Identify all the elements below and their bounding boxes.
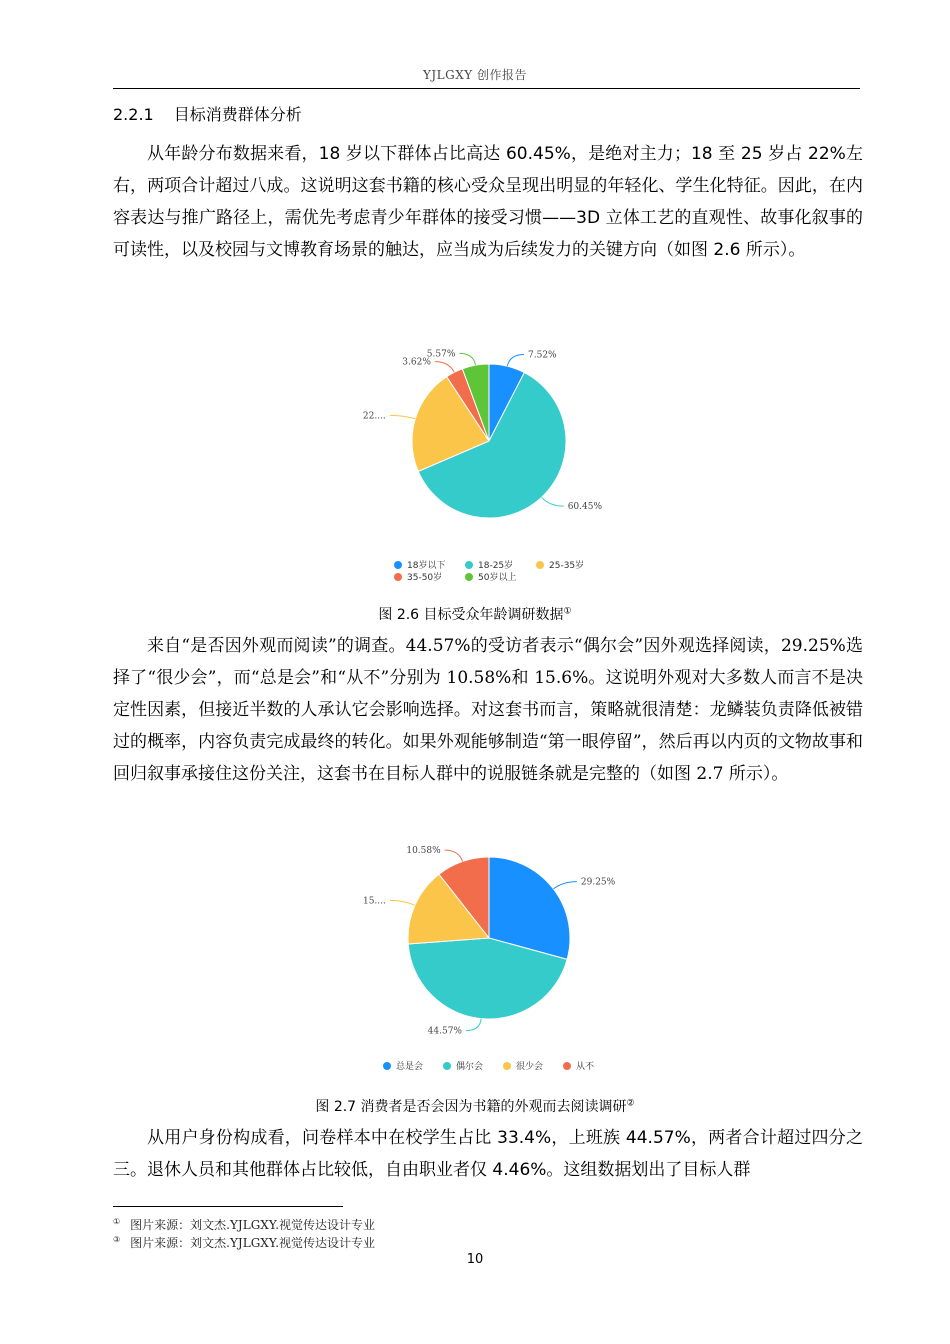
footnote-1 xyxy=(113,1216,375,1233)
appearance-pie-leader-2 xyxy=(390,900,415,905)
age-pie-legend-marker-1 xyxy=(465,561,473,569)
paragraph-identity-analysis: 从用户身份构成看，问卷样本中在校学生占比 33.4%，上班族 44.57%，两者合计超过四分之三。退休人员和其他群体占比较低，自由职业者仅 4.46%。这组数据划出了目标人群 xyxy=(113,1128,863,1180)
age-pie-leader-2 xyxy=(390,415,415,419)
age-pie-leader-0 xyxy=(507,355,524,367)
page-number: 10 xyxy=(466,1252,484,1267)
section-number: 2.2.1 xyxy=(113,105,154,124)
appearance-pie-legend-marker-0 xyxy=(383,1062,391,1070)
appearance-pie-legend-marker-1 xyxy=(443,1062,451,1070)
paragraph-age-analysis: 从年龄分布数据来看，18 岁以下群体占比高达 60.45%，是绝对主力；18 至 25 岁占 22%左右，两项合计超过八成。这说明这套书籍的核心受众呈现出明显的年轻化、学生化特征。因此，在内容表达与推广路径上，需优先考虑青少年群体的接受习惯——3D 立体工艺的直观性、故事化叙事的可读性，以及校园与文博教育场景的触达，应当成为后续发力的关键方向（如图 2.6 所示）。 xyxy=(113,144,863,260)
footnote-2-mark: ③ xyxy=(113,1235,121,1244)
footnote-2-text: 图片来源：刘文杰.YJLGXY.视觉传达设计专业 xyxy=(130,1236,376,1250)
age-pie-leader-3 xyxy=(435,362,454,373)
footnote-ref-1: ① xyxy=(563,606,572,617)
appearance-pie-legend-marker-2 xyxy=(503,1062,511,1070)
appearance-pie-label-2: 15.... xyxy=(362,896,386,907)
appearance-pie-label-1: 44.57% xyxy=(427,1026,462,1037)
appearance-pie-label-0: 29.25% xyxy=(580,877,616,888)
appearance-pie-legend-label-0: 总是会 xyxy=(396,1062,424,1072)
age-pie-label-0: 7.52% xyxy=(528,350,557,361)
appearance-pie-svg xyxy=(0,828,950,1083)
age-pie-chart xyxy=(0,330,950,590)
footnote-rule xyxy=(113,1206,343,1207)
age-pie-legend-marker-4 xyxy=(465,573,473,581)
age-pie-label-4: 5.57% xyxy=(426,349,456,360)
appearance-pie-leader-3 xyxy=(445,850,463,861)
age-pie-leader-4 xyxy=(459,353,475,365)
age-pie-leader-1 xyxy=(542,497,564,506)
age-pie-label-2: 22.... xyxy=(362,411,386,422)
header-rule xyxy=(113,88,860,89)
age-pie-legend-label-0: 18岁以下 xyxy=(407,561,446,571)
appearance-pie-leader-0 xyxy=(553,882,577,889)
age-pie-legend-marker-3 xyxy=(394,573,402,581)
age-pie-svg xyxy=(0,330,950,590)
footnote-ref-2: ② xyxy=(626,1098,635,1109)
section-heading xyxy=(113,102,302,125)
age-pie-label-3: 3.62% xyxy=(402,357,431,368)
appearance-pie-leader-1 xyxy=(466,1019,481,1031)
page-header: YJLGXY 创作报告 xyxy=(422,68,528,82)
age-pie-label-1: 60.45% xyxy=(567,502,603,513)
appearance-pie-legend-marker-3 xyxy=(563,1062,571,1070)
figure-caption-2-6 xyxy=(0,604,950,624)
section-title: 目标消费群体分析 xyxy=(173,105,302,124)
age-pie-legend-label-4: 50岁以上 xyxy=(478,573,517,583)
appearance-pie-label-3: 10.58% xyxy=(406,846,441,857)
age-pie-legend-label-1: 18-25岁 xyxy=(478,561,514,571)
age-pie-legend-marker-2 xyxy=(536,561,544,569)
appearance-pie-legend-label-3: 从不 xyxy=(576,1062,595,1072)
paragraph-appearance-survey: 来自“是否因外观而阅读”的调查。44.57%的受访者表示“偶尔会”因外观选择阅读，29.25%选择了“很少会”，而“总是会”和“从不”分别为 10.58%和 15.6%。这说明外观对大多数人而言不是决定性因素，但接近半数的人承认它会影响选择。对这套书而言，策略就很清楚：龙鳞装负责降低被错过的概率，内容负责完成最终的转化。如果外观能够制造“第一眼停留”，然后再以内页的文物故事和回归叙事承接住这份关注，这套书在目标人群中的说服链条就是完整的（如图 2.7 所示）。 xyxy=(113,636,863,784)
footnote-1-mark: ① xyxy=(113,1217,121,1226)
appearance-pie-legend-label-1: 偶尔会 xyxy=(456,1062,484,1072)
age-pie-legend-label-2: 25-35岁 xyxy=(549,561,585,571)
footnote-1-text: 图片来源：刘文杰.YJLGXY.视觉传达设计专业 xyxy=(130,1218,376,1232)
appearance-pie-legend-label-2: 很少会 xyxy=(516,1062,544,1072)
age-pie-legend-marker-0 xyxy=(394,561,402,569)
figure-caption-2-7 xyxy=(0,1096,950,1116)
appearance-pie-chart xyxy=(0,828,950,1083)
age-pie-legend-label-3: 35-50岁 xyxy=(407,573,443,583)
figure-caption-2-6-text: 图 2.6 目标受众年龄调研数据 xyxy=(378,607,564,623)
footnote-2 xyxy=(113,1234,375,1251)
figure-caption-2-7-text: 图 2.7 消费者是否会因为书籍的外观而去阅读调研 xyxy=(315,1099,627,1115)
